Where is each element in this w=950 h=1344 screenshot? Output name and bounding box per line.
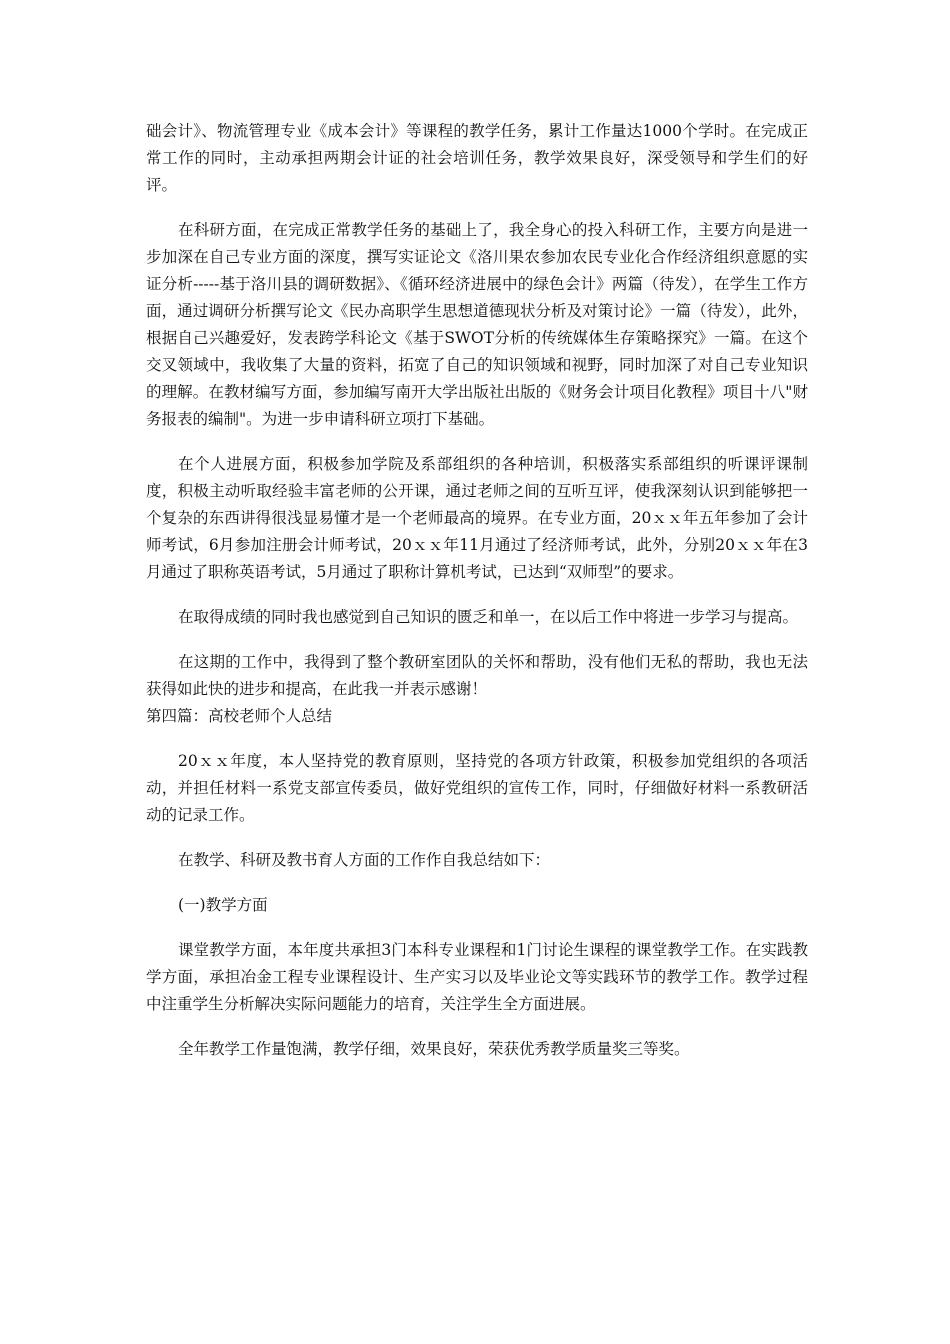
paragraph-summary-intro: 在教学、科研及教书育人方面的工作作自我总结如下： xyxy=(178,851,551,869)
paragraph-party-work: 20ｘｘ年度，本人坚持党的教育原则，坚持党的各项方针政策，积极参加党组织的各项活动，并担任材料一系党支部宣传委员，做好党组织的宣传工作，同时，仔细做好材料一系教研活动的记录工作。 xyxy=(146,752,808,824)
paragraph-research: 在科研方面，在完成正常教学任务的基础上了，我全身心的投入科研工作，主要方向是进一步加深在自己专业方面的深度，撰写实证论文《洛川果农参加农民专业化合作经济组织意愿的实证分析-----基于洛川县的调研数据》、《循环经济进展中的绿色会计》两篇（待发），在学生工作方面，通过调研分析撰写论文《民办高职学生思想道德现状分析及对策讨论》一篇（待发），此外，根据自己兴趣爱好，发表跨学科论文《基于SWOT分析的传统媒体生存策略探究》一篇。在这个交叉领域中，我收集了大量的资料，拓宽了自己的知识领域和视野，同时加深了对自己专业知识的理解。在教材编写方面，参加编写南开大学出版社出版的《财务会计项目化教程》项目十八"财务报表的编制"。为进一步申请科研立项打下基础。 xyxy=(146,221,808,428)
paragraph-personal-development: 在个人进展方面，积极参加学院及系部组织的各种培训，积极落实系部组织的听课评课制度，积极主动听取经验丰富老师的公开课，通过老师之间的互听互评，使我深刻认识到能够把一个复杂的东西讲得很浅显易懂才是一个老师最高的境界。在专业方面，20ｘｘ年五年参加了会计师考试，6月参加注册会计师考试，20ｘｘ年11月通过了经济师考试，此外，分别20ｘｘ年在3月通过了职称英语考试，5月通过了职称计算机考试，已达到“双师型”的要求。 xyxy=(146,455,808,581)
paragraph-thanks: 在这期的工作中，我得到了整个教研室团队的关怀和帮助，没有他们无私的帮助，我也无法获得如此快的进步和提高，在此我一并表示感谢！ xyxy=(146,653,808,698)
document-page xyxy=(146,118,808,1063)
subheading-teaching: (一)教学方面 xyxy=(178,896,268,914)
paragraph-teaching-award: 全年教学工作量饱满，教学仔细，效果良好，荣获优秀教学质量奖三等奖。 xyxy=(178,1040,690,1058)
paragraph-shortcomings: 在取得成绩的同时我也感觉到自己知识的匮乏和单一，在以后工作中将进一步学习与提高。 xyxy=(178,608,799,626)
section-title: 第四篇：高校老师个人总结 xyxy=(146,707,333,725)
paragraph-teaching-continued: 础会计》、物流管理专业《成本会计》等课程的教学任务，累计工作量达1000个学时。在完成正常工作的同时，主动承担两期会计证的社会培训任务，教学效果良好，深受领导和学生们的好评。 xyxy=(146,122,808,194)
paragraph-classroom-teaching: 课堂教学方面，本年度共承担3门本科专业课程和1门讨论生课程的课堂教学工作。在实践教学方面，承担冶金工程专业课程设计、生产实习以及毕业论文等实践环节的教学工作。教学过程中注重学生分析解决实际问题能力的培育，关注学生全方面进展。 xyxy=(146,941,808,1013)
